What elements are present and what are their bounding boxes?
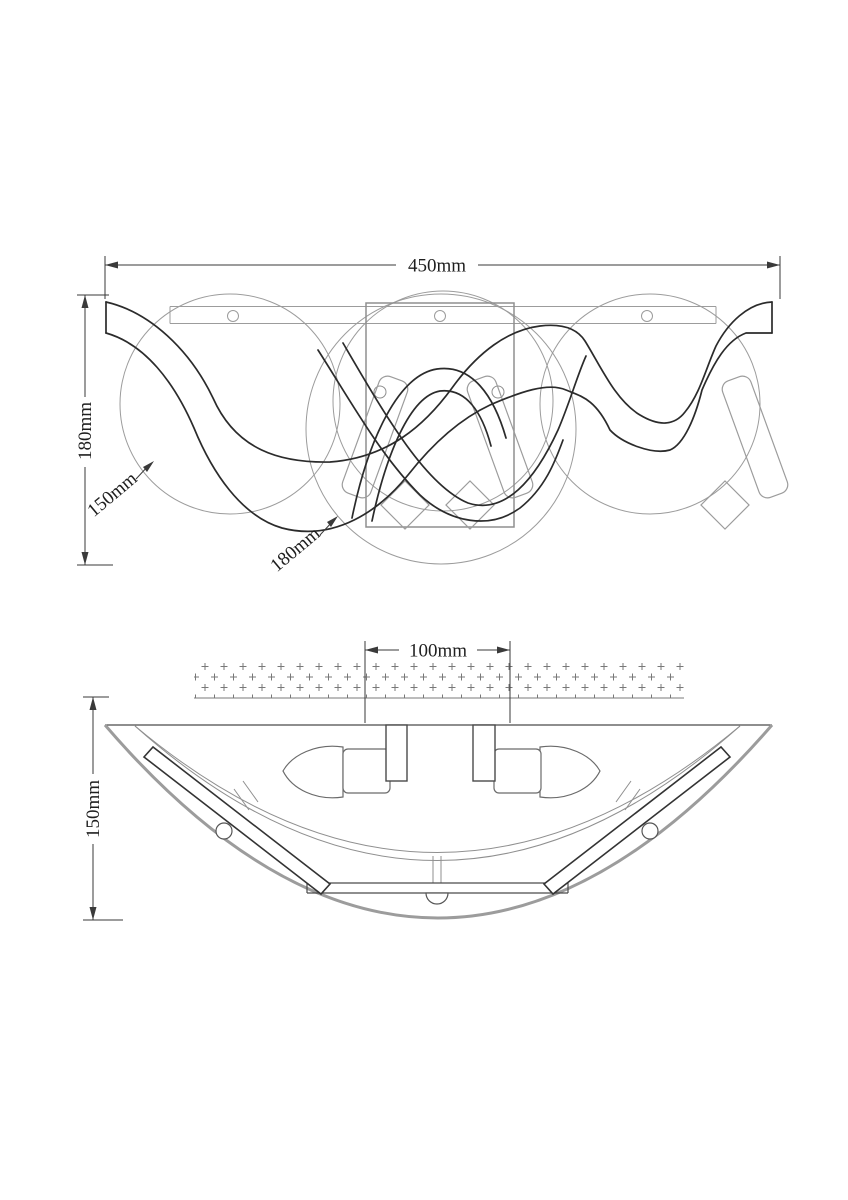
dimension-depth-text: 150mm <box>83 779 104 839</box>
screw-hole-right <box>642 311 653 322</box>
mount-brackets <box>386 725 495 781</box>
glass-clip-right <box>701 374 790 529</box>
label-circle-150 <box>83 461 154 521</box>
arrowhead-left-icon <box>105 262 118 269</box>
dimension-depth-150 <box>83 697 123 920</box>
shade-body <box>105 725 772 918</box>
bulb-holders <box>340 374 791 529</box>
wall-hatch-fill <box>194 661 684 698</box>
circle-150mm-left <box>120 294 340 514</box>
bulb-left <box>283 746 343 798</box>
bulb-socket-left <box>343 749 390 793</box>
mount-bracket-right <box>473 725 495 781</box>
ribbon-lower-edge <box>106 333 772 531</box>
label-circle-180-text: 180mm <box>266 523 325 577</box>
wall-hatch <box>194 661 684 698</box>
shade-outer-rim <box>105 725 772 918</box>
mounting-bar <box>170 307 716 324</box>
screw-hole-center <box>435 311 446 322</box>
socket-left <box>381 481 429 529</box>
dimension-height-text: 180mm <box>75 401 96 461</box>
knob-center <box>426 893 448 904</box>
arrowhead-left-icon <box>365 647 378 654</box>
arrowhead-up-icon <box>90 697 97 710</box>
bulbs <box>283 746 600 798</box>
arrowhead-right-icon <box>767 262 780 269</box>
dimension-width-450 <box>105 256 780 300</box>
mounting-plate <box>366 303 514 527</box>
plan-view <box>83 641 772 921</box>
bulb-socket-right <box>494 749 541 793</box>
mount-bracket-left <box>386 725 407 781</box>
ribbon-upper-edge <box>106 302 772 462</box>
ribbon-fold-arch-outer <box>352 368 506 518</box>
knob-right <box>642 823 658 839</box>
mounting-plate-outline <box>366 303 514 527</box>
construction-circles <box>120 291 760 564</box>
bulb-right <box>540 746 600 798</box>
label-circle-180 <box>266 516 338 576</box>
glass-edge-bars <box>144 747 730 894</box>
glass-ribbon <box>106 302 772 531</box>
knob-left <box>216 823 232 839</box>
glass-connector-right <box>616 781 640 810</box>
bottom-rail <box>307 883 568 893</box>
dimension-mount-text: 100mm <box>408 640 468 662</box>
arrowhead-up-icon <box>82 295 89 308</box>
arrowhead-down-icon <box>90 907 97 920</box>
arrowhead-right-icon <box>497 647 510 654</box>
glass-connector-left <box>234 781 258 810</box>
ribbon-fold-cross-1 <box>343 343 586 505</box>
arrowhead-down-icon <box>82 552 89 565</box>
front-view <box>75 256 790 577</box>
dimension-width-text: 450mm <box>407 255 467 277</box>
screw-hole-left <box>228 311 239 322</box>
dimension-height-180 <box>75 295 113 565</box>
bulb-holder-left <box>340 374 411 501</box>
label-circle-150-text: 150mm <box>83 468 142 522</box>
